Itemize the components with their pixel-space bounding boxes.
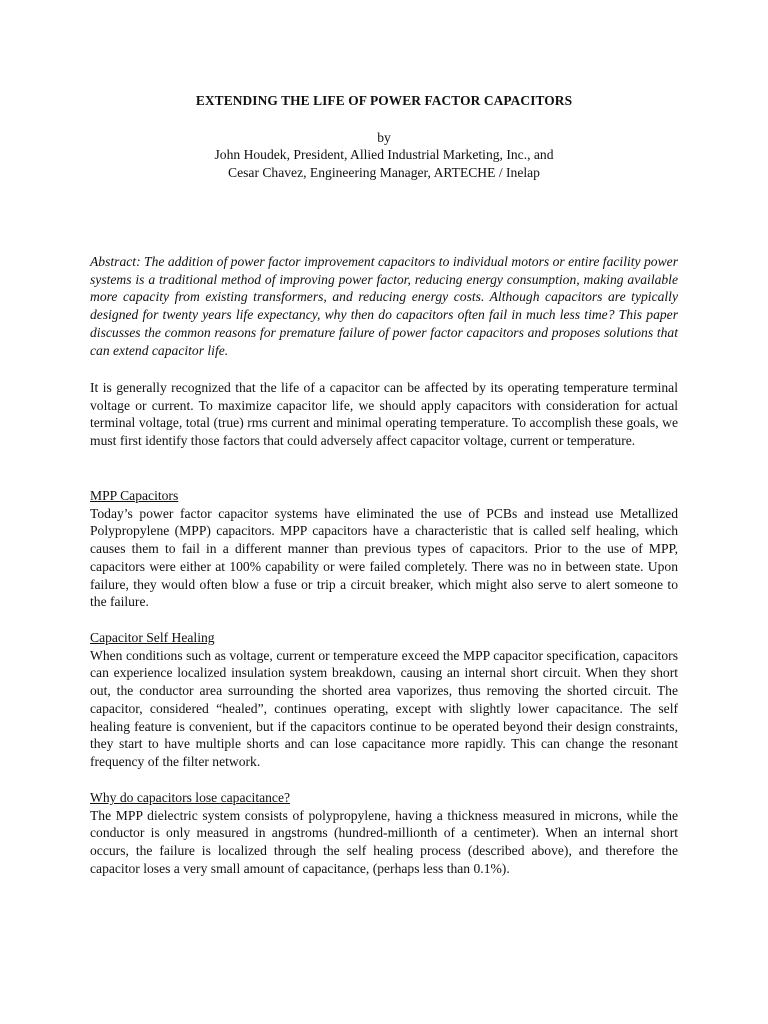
section-self-healing bbox=[90, 629, 678, 771]
section-heading: Capacitor Self Healing bbox=[90, 630, 215, 645]
section-lose-capacitance bbox=[90, 789, 678, 878]
section-mpp-capacitors bbox=[90, 487, 678, 611]
section-paragraph: Today’s power factor capacitor systems have eliminated the use of PCBs and instead use Metallized Polypropylene (MPP) capacitors. MPP capacitors have a characteristic that is called self healing, which causes them to fail in a different manner than previous types of capacitors. Prior to the use of MPP, capacitors were either at 100% capability or were failed completely. There was no in between state. Upon failure, they would often blow a fuse or trip a circuit breaker, which might also serve to alert someone to the failure. bbox=[90, 505, 678, 610]
section-paragraph: When conditions such as voltage, current or temperature exceed the MPP capacitor specification, capacitors can experience localized insulation system breakdown, causing an internal short circuit. When they short out, the conductor area surrounding the shorted area vaporizes, thus removing the shorted circuit. The capacitor, considered “healed”, continues operating, except with slightly lower capacitance. The self healing feature is convenient, but if the capacitors continue to be operated beyond their design constraints, they start to have multiple shorts and can lose capacitance more rapidly. This can change the resonant frequency of the filter network. bbox=[90, 647, 678, 769]
section-heading: Why do capacitors lose capacitance? bbox=[90, 790, 291, 805]
byline-by: by bbox=[377, 130, 391, 145]
section-paragraph: The MPP dielectric system consists of polypropylene, having a thickness measured in microns, while the conductor is only measured in angstroms (hundred-millionth of a centimeter). When an internal short occurs, the failure is localized through the self healing process (described above), and therefore the capacitor loses a very small amount of capacitance, (perhaps less than 0.1%). bbox=[90, 807, 678, 876]
section-heading: MPP Capacitors bbox=[90, 488, 179, 503]
byline bbox=[0, 129, 768, 181]
intro-paragraph: It is generally recognized that the life of a capacitor can be affected by its operating temperature terminal voltage or current. To maximize capacitor life, we should apply capacitors with consideration for actual terminal voltage, total (true) rms current and minimal operating temperature. To accomplish these goals, we must first identify those factors that could adversely affect capacitor voltage, current or temperature. bbox=[90, 380, 678, 449]
author-line-2: Cesar Chavez, Engineering Manager, ARTECHE / Inelap bbox=[228, 164, 540, 180]
document-title: EXTENDING THE LIFE OF POWER FACTOR CAPACITORS bbox=[195, 93, 573, 108]
abstract-paragraph: Abstract: The addition of power factor improvement capacitors to individual motors or entire facility power systems is a traditional method of improving power factor, reducing energy consumption, making available more capacity from existing transformers, and reducing energy costs. Although capacitors are typically designed for twenty years life expectancy, why then do capacitors often fail in much less time? This paper discusses the common reasons for premature failure of power factor capacitors and proposes solutions that can extend capacitor life. bbox=[90, 254, 678, 358]
author-line-1: John Houdek, President, Allied Industrial Marketing, Inc., and bbox=[214, 147, 554, 163]
